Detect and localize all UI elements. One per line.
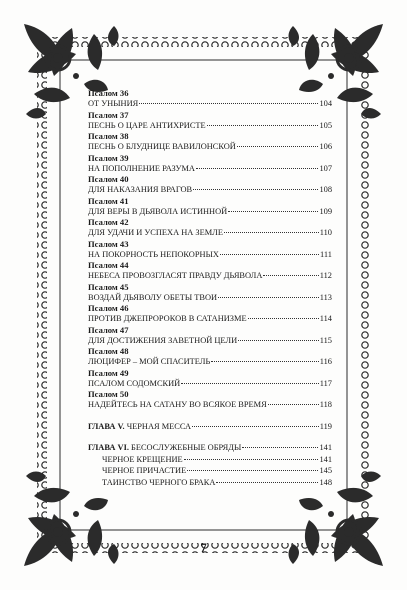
entry-title-text: ПЕСНЬ О БЛУДНИЦЕ ВАВИЛОНСКОЙ [88, 142, 236, 151]
chapter-label: ГЛАВА V. [88, 421, 125, 431]
psalm-label: Псалом 38 [88, 131, 129, 141]
toc-entry-psalm [88, 335, 332, 347]
chapter-label: ГЛАВА VI. [88, 443, 129, 452]
dot-leader [238, 340, 319, 341]
toc-entry-psalm [88, 206, 332, 218]
dot-leader [268, 404, 319, 405]
dot-leader [193, 189, 318, 190]
toc-entry-psalm [88, 313, 332, 325]
toc-entry-psalm [88, 141, 332, 153]
dot-leader [224, 232, 319, 233]
entry-title [88, 356, 210, 368]
toc-entry-subsection [88, 465, 332, 477]
dot-leader [216, 482, 318, 483]
psalm-label: Псалом 40 [88, 174, 129, 184]
entry-page-number: 113 [319, 292, 332, 302]
entry-title-text: ПЕСНЬ О ЦАРЕ АНТИХРИСТЕ [88, 120, 206, 130]
psalm-label: Псалом 39 [88, 152, 129, 163]
entry-title-text: ТАИНСТВО ЧЕРНОГО БРАКА [102, 477, 216, 487]
psalm-label: Псалом 45 [88, 281, 129, 292]
entry-title-text: БЕСОСЛУЖЕБНЫЕ ОБРЯДЫ [131, 443, 242, 452]
entry-title [88, 206, 227, 218]
page-number: 7 [200, 540, 207, 555]
entry-title-text: ПСАЛОМ СОДОМСКИЙ [88, 378, 181, 388]
psalm-label: Псалом 43 [88, 238, 129, 249]
entry-page-number: 109 [319, 206, 332, 216]
dot-leader [187, 470, 318, 471]
toc-entry-psalm [88, 378, 332, 390]
dot-leader [184, 459, 319, 460]
toc-entry-psalm [88, 249, 332, 261]
toc-entry-psalm [88, 356, 332, 368]
entry-title [102, 465, 186, 477]
entry-page-number: 141 [319, 443, 332, 452]
dot-leader [211, 361, 318, 362]
dot-leader [196, 168, 318, 169]
toc-entry-psalm [88, 270, 332, 282]
psalm-label: Псалом 44 [88, 260, 129, 270]
entry-page-number: 114 [319, 314, 332, 323]
entry-title-text: ОТ УНЫНИЯ [88, 99, 139, 108]
psalm-label: Псалом 46 [88, 303, 129, 313]
toc-entry-psalm [88, 98, 332, 110]
psalm-label: Псалом 36 [88, 88, 129, 98]
entry-title [88, 249, 219, 261]
entry-page-number: 111 [320, 249, 332, 259]
dot-leader [139, 103, 318, 104]
entry-page-number: 106 [319, 142, 332, 151]
entry-page-number: 107 [319, 163, 332, 173]
dot-leader [248, 318, 319, 319]
dot-leader [181, 383, 319, 384]
entry-title-text: ДЛЯ ДОСТИЖЕНИЯ ЗАВЕТНОЙ ЦЕЛИ [88, 335, 238, 345]
psalm-label: Псалом 42 [88, 217, 129, 227]
psalm-label: Псалом 48 [88, 346, 129, 356]
dot-leader [242, 447, 318, 448]
entry-title [88, 378, 180, 390]
dot-leader [237, 146, 319, 147]
entry-title-text: НАДЕЙТЕСЬ НА САТАНУ ВО ВСЯКОЕ ВРЕМЯ [88, 400, 267, 409]
psalm-label: Псалом 50 [88, 389, 129, 399]
entry-page-number: 105 [319, 120, 332, 130]
toc-entry-chapter-5 [88, 421, 332, 433]
entry-title-text: ДЛЯ НАКАЗАНИЯ ВРАГОВ [88, 185, 193, 194]
psalm-label: Псалом 41 [88, 195, 129, 206]
entry-page-number: 115 [319, 335, 332, 345]
entry-title [88, 141, 236, 153]
entry-title-text: ПРОТИВ ДЖЕПРОРОКОВ В САТАНИЗМЕ [88, 314, 247, 323]
entry-title [88, 335, 237, 347]
entry-title-text: НЕБЕСА ПРОВОЗГЛАСЯТ ПРАВДУ ДЬЯВОЛА [88, 271, 263, 280]
toc-entry-psalm [88, 227, 332, 239]
entry-page-number: 141 [319, 454, 332, 464]
entry-title [102, 477, 215, 489]
toc-entry-subsection [88, 477, 332, 489]
entry-title [88, 227, 223, 239]
toc-entry-psalm [88, 163, 332, 175]
toc-entry-psalm [88, 399, 332, 411]
entry-page-number: 119 [319, 421, 332, 431]
psalm-label: Псалом 47 [88, 324, 129, 335]
entry-title [88, 292, 217, 304]
entry-page-number: 104 [319, 99, 332, 108]
toc-entry-psalm [88, 292, 332, 304]
entry-title-text: НА ПОПОЛНЕНИЕ РАЗУМА [88, 163, 195, 173]
dot-leader [263, 275, 318, 276]
entry-title-text: ДЛЯ УДАЧИ И УСПЕХА НА ЗЕМЛЕ [88, 228, 223, 237]
entry-title [88, 442, 241, 454]
entry-title [102, 454, 183, 466]
psalm-label: Псалом 49 [88, 367, 129, 378]
entry-title-text: ЧЕРНОЕ КРЕЩЕНИЕ [102, 454, 183, 464]
entry-page-number: 108 [319, 185, 332, 194]
dot-leader [192, 426, 319, 427]
entry-page-number: 118 [319, 400, 332, 409]
dot-leader [228, 211, 318, 212]
entry-page-number: 117 [319, 378, 332, 388]
entry-title [88, 399, 267, 411]
entry-page-number: 148 [319, 477, 332, 487]
entry-page-number: 116 [319, 357, 332, 366]
entry-title-text: ВОЗДАЙ ДЬЯВОЛУ ОБЕТЫ ТВОИ [88, 292, 218, 302]
entry-title [88, 184, 192, 196]
entry-title-text: ЧЕРНОЕ ПРИЧАСТИЕ [102, 466, 187, 475]
entry-title [88, 421, 191, 433]
entry-title-text: ДЛЯ ВЕРЫ В ДЬЯВОЛА ИСТИННОЙ [88, 206, 228, 216]
toc-entry-psalm [88, 184, 332, 196]
entry-title [88, 98, 138, 110]
entry-title-text: ЛЮЦИФЕР – МОЙ СПАСИТЕЛЬ [88, 357, 211, 366]
toc-entry-chapter-6 [88, 442, 332, 454]
dot-leader [220, 254, 319, 255]
entry-title [88, 163, 195, 175]
toc-entry-psalm [88, 120, 332, 132]
entry-title [88, 313, 247, 325]
entry-title-text: НА ПОКОРНОСТЬ НЕПОКОРНЫХ [88, 249, 219, 259]
dot-leader [207, 125, 319, 126]
entry-page-number: 145 [319, 466, 332, 475]
entry-page-number: 110 [319, 228, 332, 237]
entry-title-text: ЧЕРНАЯ МЕССА [126, 421, 192, 431]
entry-title [88, 270, 262, 282]
psalm-label: Псалом 37 [88, 109, 129, 120]
entry-title [88, 120, 206, 132]
dot-leader [218, 297, 319, 298]
table-of-contents [88, 88, 332, 488]
toc-entry-subsection [88, 454, 332, 466]
entry-page-number: 112 [319, 271, 332, 280]
